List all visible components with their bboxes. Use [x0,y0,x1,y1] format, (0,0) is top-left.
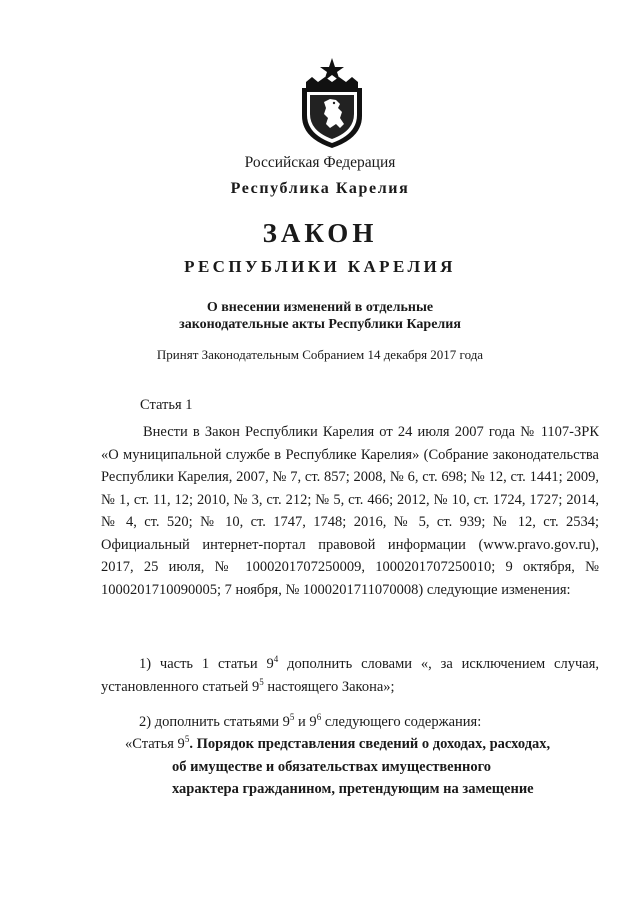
article-9-5-title-line-3: характера гражданином, претендующим на замещение [172,781,534,797]
article-9-5-heading [101,733,599,801]
item-2-text-b: и 9 [294,714,317,730]
article-9-5-dot: . [189,736,193,752]
article-9-5-title-line-2: об имуществе и обязательствах имущественного [172,758,492,775]
law-name-line-2: законодательные акты Республики Карелия [179,317,461,332]
article-1-heading: Статья 1 [140,397,193,413]
item-1-superscript-1: 4 [273,654,279,664]
item-2-text-c: следующего содержания: [321,714,482,730]
article-9-5-superscript: 5 [184,734,190,744]
item-2-superscript-2: 6 [316,712,322,722]
item-1-text-c: настоящего Закона»; [263,678,395,695]
item-1-superscript-2: 5 [259,676,264,687]
article-1-item-1 [101,653,599,698]
item-1-text-a: 1) часть 1 статьи 9 [139,656,274,672]
law-name [0,299,640,333]
item-2-superscript-1: 5 [289,712,295,722]
article-9-5-prefix: «Статья 9 [125,736,185,752]
republic-name: Республика Карелия [230,180,410,197]
law-title: ЗАКОН [262,218,378,248]
karelia-coat-of-arms-emblem [296,58,368,148]
law-name-line-1: О внесении изменений в отдельные [206,300,434,315]
article-9-5-title-line-1: Порядок представления сведений о доходах, расходах, [196,736,551,752]
country-name: Российская Федерация [244,154,396,171]
adoption-date-line: Принят Законодательным Собранием 14 декабря 2017 года [156,347,484,362]
article-1-item-2 [101,711,599,734]
law-subtitle: РЕСПУБЛИКИ КАРЕЛИЯ [184,257,456,276]
article-1-intro-paragraph: Внести в Закон Республики Карелия от 24 июля 2007 года № 1107-ЗРК «О муниципальной службе в Республике Карелия» (Собрание законодательства Республики Карелия, 2007, № 7, ст. 857; 2008, № 6, ст. 698; № 12, ст. 1441; 2009, № 1, ст. 11, 12; 2010, № 3, ст. 212; № 5, ст. 466; 2012, № 10, ст. 1724, 1727; 2014, № 4, ст. 520; № 10, ст. 1747, 1748; 2016, № 5, ст. 939; № 12, ст. 2534; Официальный интернет-портал правовой информации (www.pravo.gov.ru), 2017, 25 июля, № 1000201707250009, 1000201707250010; 9 октября, № 1000201710090005; 7 ноября, № 1000201711070008) следующие изменения: [101,424,599,598]
item-1-text-b: дополнить словами «, за исключением случая, установленного статьей 9 [101,656,599,695]
item-2-text-a: 2) дополнить статьями 9 [139,714,290,730]
